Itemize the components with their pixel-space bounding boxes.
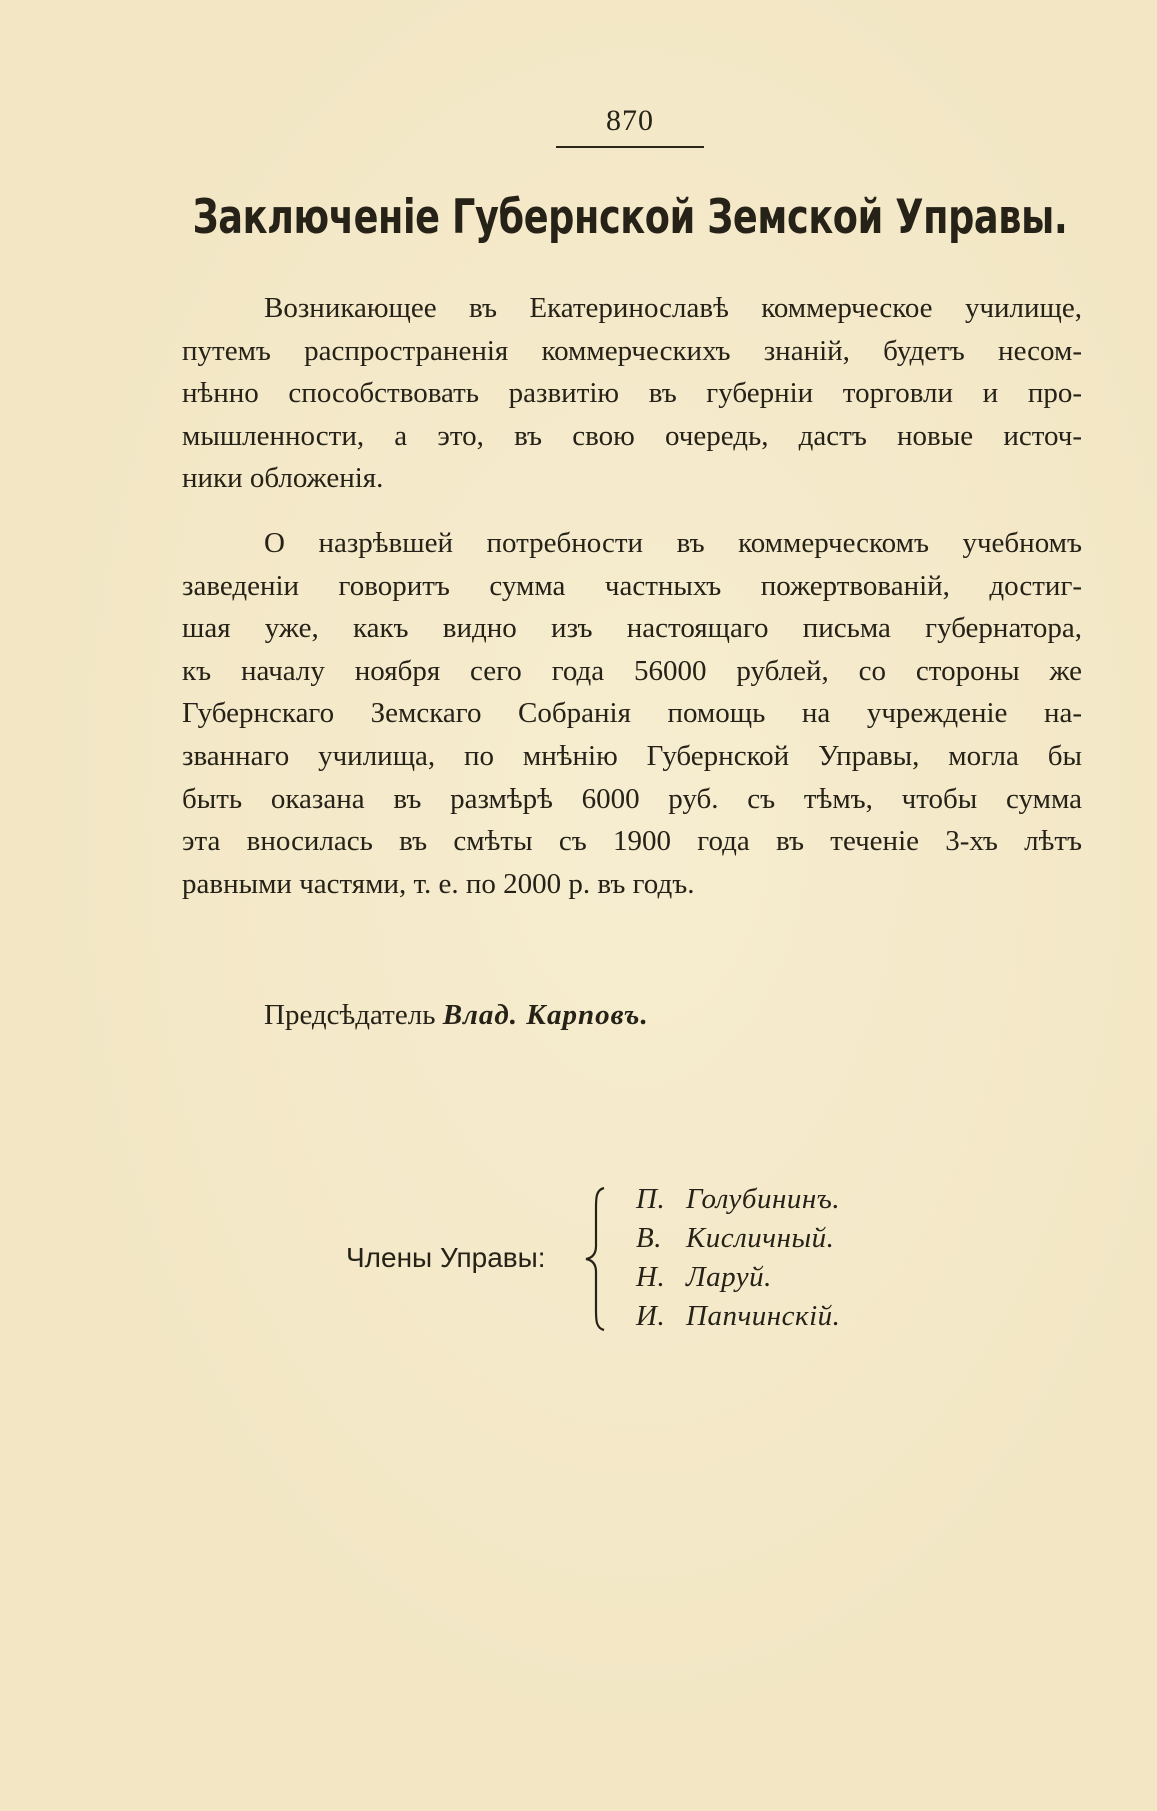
paragraph-line: Губернскаго Земскаго Собранія помощь на учрежденіе на- — [182, 697, 1082, 730]
paragraph-line: эта вносилась въ смѣты съ 1900 года въ теченіе 3-хъ лѣтъ — [182, 825, 1082, 858]
member-signature — [636, 1258, 840, 1297]
paragraph-line: быть оказана въ размѣрѣ 6000 руб. съ тѣмъ, чтобы сумма — [182, 782, 1082, 815]
paragraph-line: путемъ распространенія коммерческихъ знаній, будетъ несом- — [182, 334, 1082, 367]
member-initial: Н. — [636, 1261, 666, 1293]
curly-brace — [582, 1184, 622, 1334]
paragraph-line: мышленности, а это, въ свою очередь, дастъ новые источ- — [182, 419, 1082, 452]
members-list — [636, 1180, 840, 1336]
section-title: Заключеніе Губернской Земской Управы. — [192, 190, 1068, 245]
member-initial: П. — [636, 1183, 666, 1215]
paragraph-line: званнаго училища, по мнѣнію Губернской Управы, могла бы — [182, 739, 1082, 772]
paragraph-line: Возникающее въ Екатеринославѣ коммерческое училище, — [264, 292, 1082, 324]
paragraph-line: равными частями, т. е. по 2000 р. въ годъ. — [182, 867, 695, 900]
paragraph-1 — [182, 287, 1082, 500]
member-initial: И. — [636, 1300, 666, 1332]
member-initial: В. — [636, 1222, 662, 1254]
member-surname: Кисличный. — [686, 1222, 835, 1254]
member-surname: Папчинскій. — [686, 1300, 841, 1332]
member-surname: Ларуй. — [686, 1261, 772, 1293]
chairman-name: Влад. Карповъ. — [442, 999, 649, 1031]
paragraph-line: заведеніи говоритъ сумма частныхъ пожертвованій, достиг- — [182, 569, 1082, 602]
chairman-label: Предсѣдатель — [264, 999, 436, 1031]
chairman-signature — [264, 999, 649, 1032]
paragraph-2 — [182, 522, 1082, 905]
members-label: Члены Управы: — [346, 1242, 546, 1273]
paragraph-line: къ началу ноября сего года 56000 рублей, со стороны же — [182, 654, 1082, 687]
member-surname: Голубининъ. — [686, 1183, 841, 1215]
member-signature — [636, 1297, 840, 1336]
paragraph-line: нѣнно способствовать развитію въ губерніи торговли и про- — [182, 377, 1082, 410]
member-signature — [636, 1219, 840, 1258]
paragraph-line: О назрѣвшей потребности въ коммерческомъ учебномъ — [264, 527, 1082, 559]
page-number-rule — [556, 146, 704, 148]
member-signature — [636, 1180, 840, 1219]
paragraph-line: шая уже, какъ видно изъ настоящаго письма губернатора, — [182, 612, 1082, 645]
paragraph-line: ники обложенія. — [182, 462, 384, 495]
page-number: 870 — [606, 104, 654, 137]
